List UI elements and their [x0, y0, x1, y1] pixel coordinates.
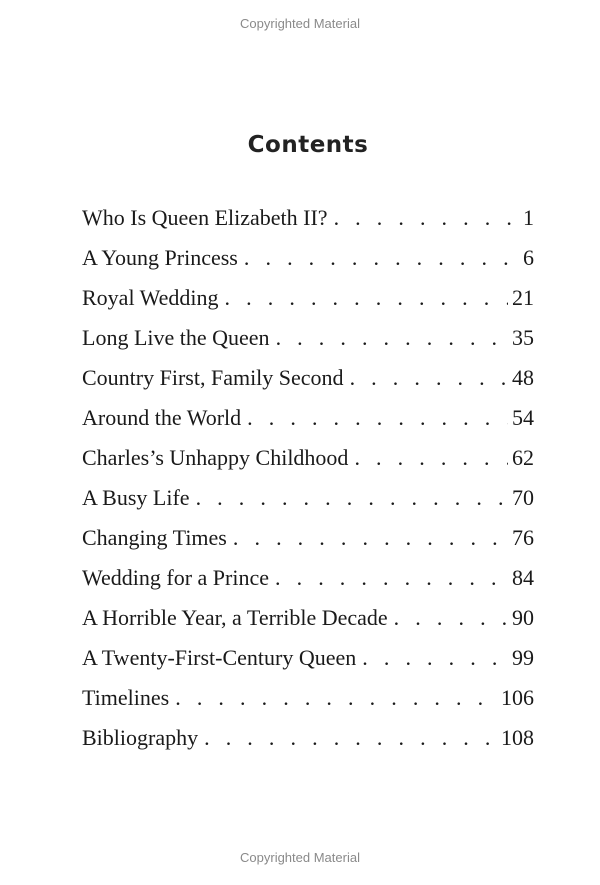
- toc-entry-title: Bibliography: [82, 725, 199, 750]
- toc-entry-page-number: 76: [512, 525, 534, 550]
- toc-entry-page-number: 108: [501, 725, 534, 750]
- dot-leader: [196, 478, 508, 518]
- copyright-watermark-bottom: Copyrighted Material: [240, 850, 360, 865]
- toc-entry-title: A Busy Life: [82, 485, 190, 510]
- toc-entry: [82, 718, 534, 758]
- toc-entry-page-number: 84: [512, 565, 534, 590]
- dot-leader: [334, 198, 519, 238]
- table-of-contents: [82, 198, 534, 758]
- toc-entry-title: Who Is Queen Elizabeth II?: [82, 205, 328, 230]
- page-title: Contents: [247, 132, 369, 158]
- dot-leader: [175, 678, 497, 718]
- toc-entry-title: Changing Times: [82, 525, 227, 550]
- toc-entry: [82, 558, 534, 598]
- toc-entry-title: A Horrible Year, a Terrible Decade: [82, 605, 388, 630]
- dot-leader: [394, 598, 508, 638]
- toc-entry-title: Long Live the Queen: [82, 325, 270, 350]
- toc-entry-page-number: 70: [512, 485, 534, 510]
- dot-leader: [244, 238, 519, 278]
- toc-entry-page-number: 62: [512, 445, 534, 470]
- toc-entry-page-number: 35: [512, 325, 534, 350]
- toc-entry-page-number: 6: [523, 245, 534, 270]
- dot-leader: [362, 638, 508, 678]
- toc-entry: [82, 518, 534, 558]
- toc-entry-page-number: 106: [501, 685, 534, 710]
- toc-entry: [82, 318, 534, 358]
- toc-entry-title: Timelines: [82, 685, 170, 710]
- toc-entry: [82, 198, 534, 238]
- toc-entry: [82, 238, 534, 278]
- toc-entry: [82, 438, 534, 478]
- toc-entry-page-number: 21: [512, 285, 534, 310]
- toc-entry-title: Country First, Family Second: [82, 365, 344, 390]
- toc-entry: [82, 358, 534, 398]
- toc-entry-page-number: 99: [512, 645, 534, 670]
- toc-entry-page-number: 54: [512, 405, 534, 430]
- toc-entry-title: Charles’s Unhappy Childhood: [82, 445, 349, 470]
- dot-leader: [354, 438, 508, 478]
- toc-entry: [82, 638, 534, 678]
- copyright-watermark-top: Copyrighted Material: [240, 16, 360, 31]
- toc-entry: [82, 598, 534, 638]
- toc-entry-title: Royal Wedding: [82, 285, 219, 310]
- toc-entry-title: Around the World: [82, 405, 242, 430]
- dot-leader: [247, 398, 508, 438]
- toc-entry: [82, 398, 534, 438]
- toc-entry: [82, 278, 534, 318]
- dot-leader: [275, 558, 508, 598]
- dot-leader: [233, 518, 508, 558]
- toc-entry-page-number: 48: [512, 365, 534, 390]
- dot-leader: [350, 358, 508, 398]
- toc-entry-title: A Young Princess: [82, 245, 238, 270]
- dot-leader: [225, 278, 508, 318]
- toc-entry-title: A Twenty-First-Century Queen: [82, 645, 357, 670]
- toc-entry: [82, 478, 534, 518]
- dot-leader: [204, 718, 497, 758]
- dot-leader: [276, 318, 508, 358]
- toc-entry-page-number: 90: [512, 605, 534, 630]
- toc-entry: [82, 678, 534, 718]
- toc-entry-page-number: 1: [523, 205, 534, 230]
- toc-entry-title: Wedding for a Prince: [82, 565, 269, 590]
